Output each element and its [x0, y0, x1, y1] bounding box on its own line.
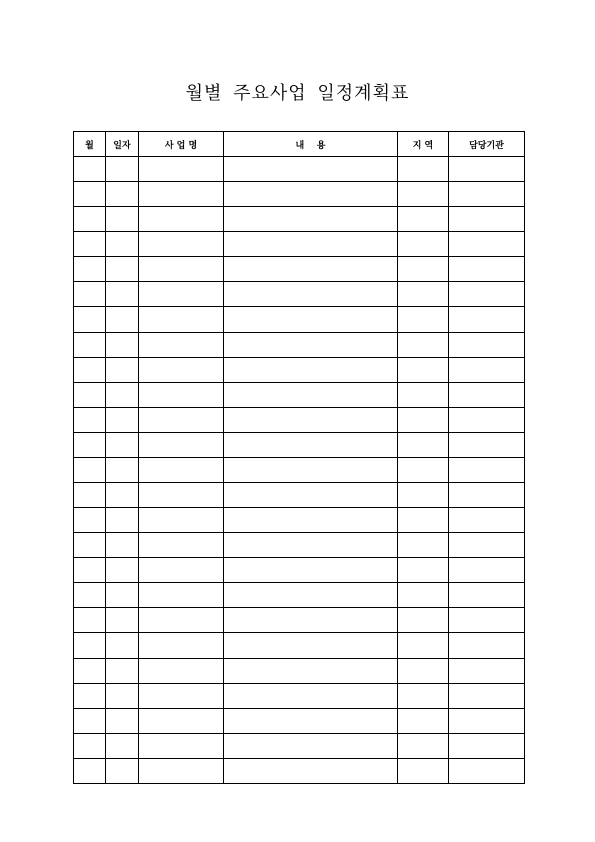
- date-cell[interactable]: [106, 307, 139, 332]
- content-cell[interactable]: [224, 533, 398, 558]
- region-cell[interactable]: [398, 483, 449, 508]
- month-cell[interactable]: [74, 432, 106, 457]
- region-cell[interactable]: [398, 332, 449, 357]
- project-name-cell[interactable]: [139, 658, 224, 683]
- region-cell[interactable]: [398, 633, 449, 658]
- month-cell[interactable]: [74, 207, 106, 232]
- region-cell[interactable]: [398, 683, 449, 708]
- project-name-cell[interactable]: [139, 483, 224, 508]
- table-row: [74, 583, 525, 608]
- date-cell[interactable]: [106, 708, 139, 733]
- content-cell[interactable]: [224, 633, 398, 658]
- date-cell[interactable]: [106, 733, 139, 758]
- agency-cell[interactable]: [449, 282, 525, 307]
- column-header-project-name: 사 업 명: [139, 132, 224, 157]
- region-cell[interactable]: [398, 533, 449, 558]
- agency-cell[interactable]: [449, 533, 525, 558]
- project-name-cell[interactable]: [139, 558, 224, 583]
- date-cell[interactable]: [106, 683, 139, 708]
- month-cell[interactable]: [74, 708, 106, 733]
- region-cell[interactable]: [398, 207, 449, 232]
- table-body: [74, 157, 525, 784]
- agency-cell[interactable]: [449, 232, 525, 257]
- table-row: [74, 332, 525, 357]
- content-cell[interactable]: [224, 357, 398, 382]
- column-header-month: 월: [74, 132, 106, 157]
- content-cell[interactable]: [224, 583, 398, 608]
- content-cell[interactable]: [224, 182, 398, 207]
- content-cell[interactable]: [224, 282, 398, 307]
- date-cell[interactable]: [106, 257, 139, 282]
- agency-cell[interactable]: [449, 357, 525, 382]
- content-cell[interactable]: [224, 683, 398, 708]
- month-cell[interactable]: [74, 357, 106, 382]
- agency-cell[interactable]: [449, 457, 525, 482]
- table-row: [74, 558, 525, 583]
- agency-cell[interactable]: [449, 483, 525, 508]
- region-cell[interactable]: [398, 608, 449, 633]
- date-cell[interactable]: [106, 282, 139, 307]
- project-name-cell[interactable]: [139, 407, 224, 432]
- project-name-cell[interactable]: [139, 733, 224, 758]
- date-cell[interactable]: [106, 332, 139, 357]
- project-name-cell[interactable]: [139, 282, 224, 307]
- region-cell[interactable]: [398, 282, 449, 307]
- region-cell[interactable]: [398, 307, 449, 332]
- table-row: [74, 608, 525, 633]
- content-cell[interactable]: [224, 733, 398, 758]
- project-name-cell[interactable]: [139, 533, 224, 558]
- agency-cell[interactable]: [449, 307, 525, 332]
- month-cell[interactable]: [74, 533, 106, 558]
- table-row: [74, 382, 525, 407]
- date-cell[interactable]: [106, 382, 139, 407]
- content-cell[interactable]: [224, 432, 398, 457]
- agency-cell[interactable]: [449, 157, 525, 182]
- project-name-cell[interactable]: [139, 508, 224, 533]
- table-row: [74, 207, 525, 232]
- date-cell[interactable]: [106, 583, 139, 608]
- content-cell[interactable]: [224, 708, 398, 733]
- date-cell[interactable]: [106, 558, 139, 583]
- table-row: [74, 758, 525, 783]
- project-name-cell[interactable]: [139, 683, 224, 708]
- agency-cell[interactable]: [449, 583, 525, 608]
- region-cell[interactable]: [398, 157, 449, 182]
- month-cell[interactable]: [74, 558, 106, 583]
- table-header-row: [74, 132, 525, 157]
- agency-cell[interactable]: [449, 558, 525, 583]
- agency-cell[interactable]: [449, 508, 525, 533]
- table-row: [74, 508, 525, 533]
- table-row: [74, 232, 525, 257]
- agency-cell[interactable]: [449, 683, 525, 708]
- project-name-cell[interactable]: [139, 357, 224, 382]
- date-cell[interactable]: [106, 157, 139, 182]
- project-name-cell[interactable]: [139, 633, 224, 658]
- region-cell[interactable]: [398, 357, 449, 382]
- month-cell[interactable]: [74, 157, 106, 182]
- month-cell[interactable]: [74, 407, 106, 432]
- content-cell[interactable]: [224, 307, 398, 332]
- region-cell[interactable]: [398, 733, 449, 758]
- date-cell[interactable]: [106, 658, 139, 683]
- agency-cell[interactable]: [449, 758, 525, 783]
- month-cell[interactable]: [74, 658, 106, 683]
- region-cell[interactable]: [398, 407, 449, 432]
- agency-cell[interactable]: [449, 257, 525, 282]
- project-name-cell[interactable]: [139, 232, 224, 257]
- month-cell[interactable]: [74, 733, 106, 758]
- table-row: [74, 633, 525, 658]
- date-cell[interactable]: [106, 633, 139, 658]
- date-cell[interactable]: [106, 357, 139, 382]
- date-cell[interactable]: [106, 533, 139, 558]
- project-name-cell[interactable]: [139, 608, 224, 633]
- month-cell[interactable]: [74, 457, 106, 482]
- content-cell[interactable]: [224, 758, 398, 783]
- content-cell[interactable]: [224, 232, 398, 257]
- content-cell[interactable]: [224, 483, 398, 508]
- agency-cell[interactable]: [449, 432, 525, 457]
- date-cell[interactable]: [106, 407, 139, 432]
- content-cell[interactable]: [224, 382, 398, 407]
- content-cell[interactable]: [224, 457, 398, 482]
- table-row: [74, 658, 525, 683]
- month-cell[interactable]: [74, 232, 106, 257]
- table-row: [74, 357, 525, 382]
- table-row: [74, 483, 525, 508]
- project-name-cell[interactable]: [139, 583, 224, 608]
- month-cell[interactable]: [74, 332, 106, 357]
- content-cell[interactable]: [224, 558, 398, 583]
- agency-cell[interactable]: [449, 407, 525, 432]
- project-name-cell[interactable]: [139, 758, 224, 783]
- date-cell[interactable]: [106, 483, 139, 508]
- column-header-agency: 담당기관: [449, 132, 525, 157]
- month-cell[interactable]: [74, 608, 106, 633]
- agency-cell[interactable]: [449, 382, 525, 407]
- column-header-content: 내 용: [224, 132, 398, 157]
- table-row: [74, 432, 525, 457]
- agency-cell[interactable]: [449, 708, 525, 733]
- table-row: [74, 457, 525, 482]
- region-cell[interactable]: [398, 232, 449, 257]
- date-cell[interactable]: [106, 232, 139, 257]
- content-cell[interactable]: [224, 257, 398, 282]
- table-row: [74, 733, 525, 758]
- month-cell[interactable]: [74, 307, 106, 332]
- project-name-cell[interactable]: [139, 382, 224, 407]
- date-cell[interactable]: [106, 508, 139, 533]
- project-name-cell[interactable]: [139, 332, 224, 357]
- agency-cell[interactable]: [449, 182, 525, 207]
- region-cell[interactable]: [398, 583, 449, 608]
- table-row: [74, 182, 525, 207]
- project-name-cell[interactable]: [139, 182, 224, 207]
- project-name-cell[interactable]: [139, 708, 224, 733]
- date-cell[interactable]: [106, 758, 139, 783]
- agency-cell[interactable]: [449, 633, 525, 658]
- month-cell[interactable]: [74, 483, 106, 508]
- table-row: [74, 407, 525, 432]
- region-cell[interactable]: [398, 658, 449, 683]
- table-row: [74, 282, 525, 307]
- project-name-cell[interactable]: [139, 157, 224, 182]
- region-cell[interactable]: [398, 457, 449, 482]
- agency-cell[interactable]: [449, 332, 525, 357]
- content-cell[interactable]: [224, 332, 398, 357]
- date-cell[interactable]: [106, 182, 139, 207]
- column-header-date: 일자: [106, 132, 139, 157]
- month-cell[interactable]: [74, 382, 106, 407]
- region-cell[interactable]: [398, 257, 449, 282]
- column-header-region: 지 역: [398, 132, 449, 157]
- region-cell[interactable]: [398, 708, 449, 733]
- month-cell[interactable]: [74, 683, 106, 708]
- agency-cell[interactable]: [449, 658, 525, 683]
- date-cell[interactable]: [106, 608, 139, 633]
- content-cell[interactable]: [224, 608, 398, 633]
- date-cell[interactable]: [106, 207, 139, 232]
- table-row: [74, 708, 525, 733]
- project-name-cell[interactable]: [139, 257, 224, 282]
- agency-cell[interactable]: [449, 733, 525, 758]
- month-cell[interactable]: [74, 282, 106, 307]
- date-cell[interactable]: [106, 457, 139, 482]
- table-row: [74, 307, 525, 332]
- month-cell[interactable]: [74, 257, 106, 282]
- content-cell[interactable]: [224, 508, 398, 533]
- month-cell[interactable]: [74, 758, 106, 783]
- document-title: 월별 주요사업 일정계획표: [185, 83, 410, 104]
- month-cell[interactable]: [74, 583, 106, 608]
- project-name-cell[interactable]: [139, 307, 224, 332]
- region-cell[interactable]: [398, 182, 449, 207]
- agency-cell[interactable]: [449, 608, 525, 633]
- project-name-cell[interactable]: [139, 432, 224, 457]
- table-row: [74, 157, 525, 182]
- project-name-cell[interactable]: [139, 207, 224, 232]
- content-cell[interactable]: [224, 207, 398, 232]
- content-cell[interactable]: [224, 407, 398, 432]
- content-cell[interactable]: [224, 157, 398, 182]
- table-row: [74, 683, 525, 708]
- month-cell[interactable]: [74, 182, 106, 207]
- region-cell[interactable]: [398, 508, 449, 533]
- month-cell[interactable]: [74, 508, 106, 533]
- agency-cell[interactable]: [449, 207, 525, 232]
- region-cell[interactable]: [398, 432, 449, 457]
- date-cell[interactable]: [106, 432, 139, 457]
- region-cell[interactable]: [398, 558, 449, 583]
- content-cell[interactable]: [224, 658, 398, 683]
- region-cell[interactable]: [398, 758, 449, 783]
- region-cell[interactable]: [398, 382, 449, 407]
- schedule-table: [73, 131, 525, 784]
- project-name-cell[interactable]: [139, 457, 224, 482]
- month-cell[interactable]: [74, 633, 106, 658]
- table-row: [74, 257, 525, 282]
- table-row: [74, 533, 525, 558]
